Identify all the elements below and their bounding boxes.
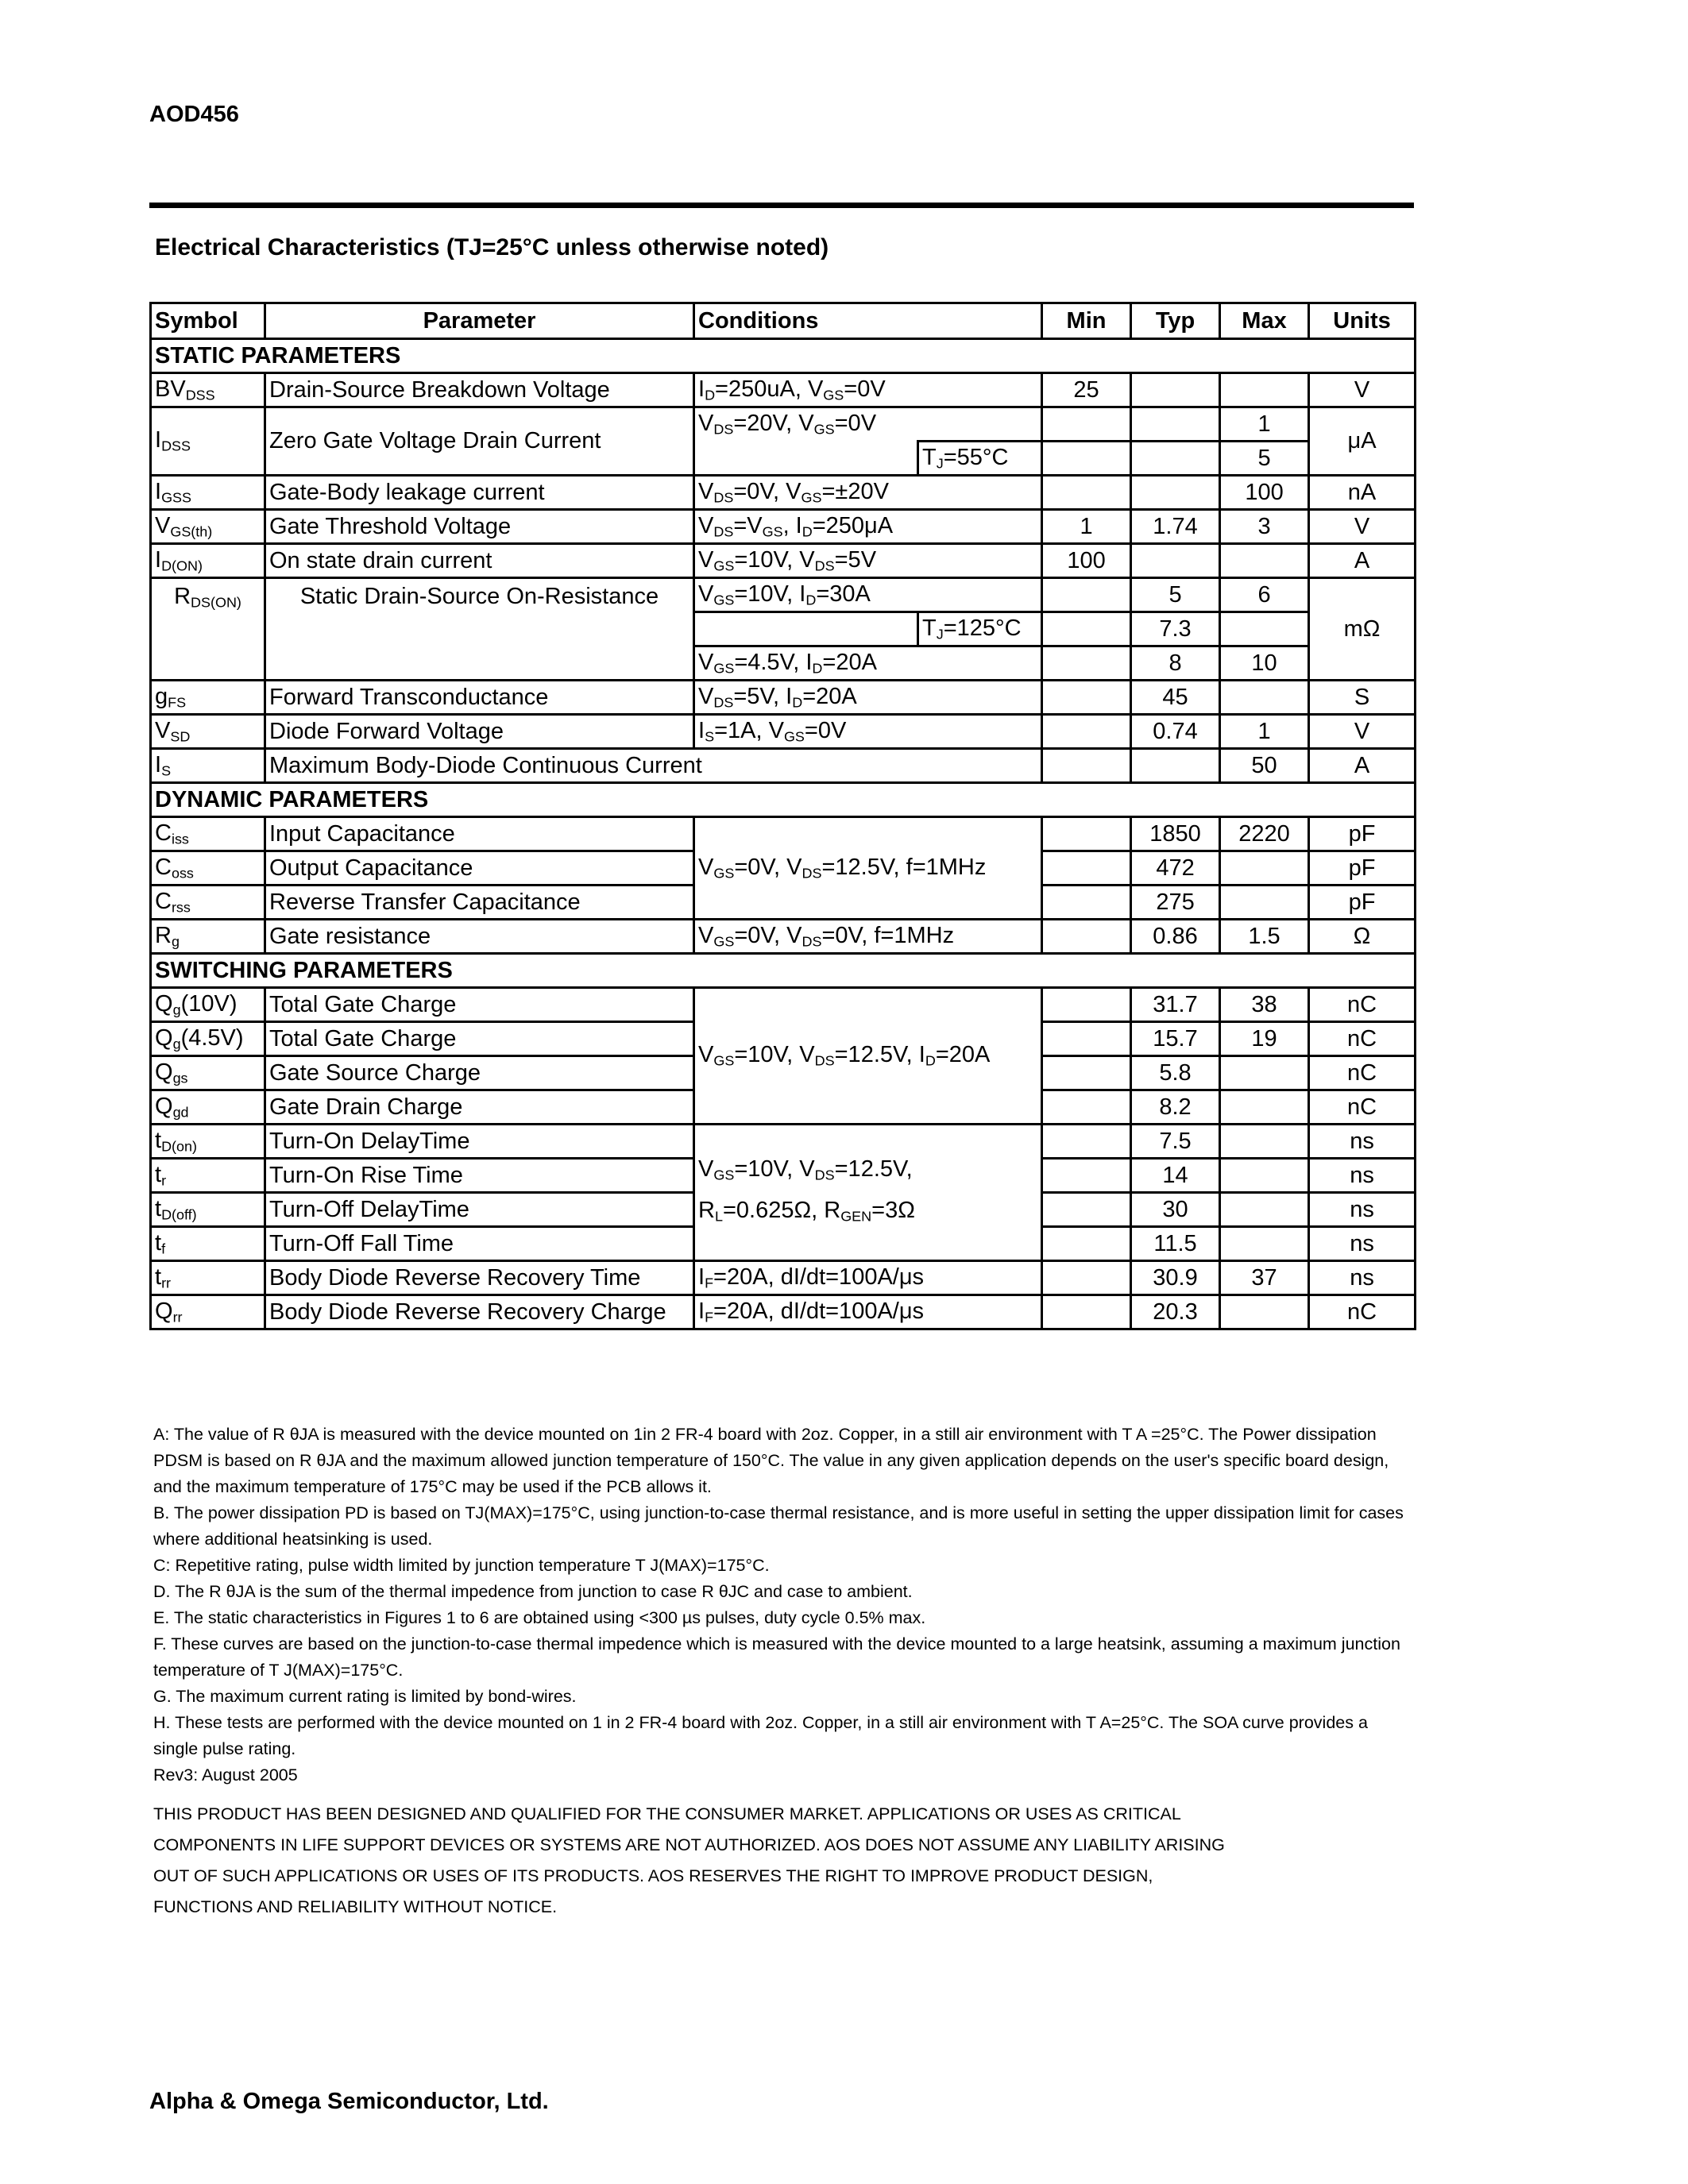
typ-cell: 472 xyxy=(1131,851,1220,886)
disclaimer-line: OUT OF SUCH APPLICATIONS OR USES OF ITS PRODUCTS. AOS RESERVES THE RIGHT TO IMPROVE PRODUCT DESIGN, xyxy=(153,1866,1153,1885)
conditions-cell xyxy=(694,442,918,476)
table-row xyxy=(151,817,1416,851)
typ-cell: 30 xyxy=(1131,1193,1220,1227)
max-cell: 1 xyxy=(1220,407,1309,442)
symbol-cell: $I_{DSS}$ xyxy=(151,407,265,476)
units-cell: nC xyxy=(1309,1090,1416,1125)
section-dynamic: DYNAMIC PARAMETERS xyxy=(151,783,1416,817)
typ-cell xyxy=(1131,373,1220,407)
units-cell: pF xyxy=(1309,817,1416,851)
note-c: C: Repetitive rating, pulse width limited by junction temperature T J(MAX)=175°C. xyxy=(153,1556,770,1575)
max-cell xyxy=(1220,1056,1309,1090)
parameter-cell: Total Gate Charge xyxy=(265,1022,694,1056)
conditions-cell: $V_{DS}=20V$, $V_{GS}=0V$ xyxy=(694,407,1042,442)
units-cell: V xyxy=(1309,715,1416,749)
symbol-cell: $I_S$ xyxy=(151,749,265,783)
typ-cell: 8.2 xyxy=(1131,1090,1220,1125)
symbol-cell: $BV_{DSS}$ xyxy=(151,373,265,407)
typ-cell xyxy=(1131,407,1220,442)
max-cell: 2220 xyxy=(1220,817,1309,851)
conditions-cell: $V_{GS}=10V$, $V_{DS}=5V$ xyxy=(694,544,1042,578)
symbol-cell: $Q_g(4.5V)$ xyxy=(151,1022,265,1056)
max-cell: 1 xyxy=(1220,715,1309,749)
table-header-row xyxy=(151,303,1416,339)
typ-cell: 5 xyxy=(1131,578,1220,612)
symbol-cell: $t_r$ xyxy=(151,1159,265,1193)
col-conditions: Conditions xyxy=(694,303,1042,339)
revision: Rev3: August 2005 xyxy=(153,1765,298,1785)
conditions-cell: $V_{GS}=10V$, $V_{DS}=12.5V$, $I_D=20A$ xyxy=(694,988,1042,1125)
max-cell xyxy=(1220,681,1309,715)
units-cell: nC xyxy=(1309,1295,1416,1329)
min-cell xyxy=(1042,1056,1131,1090)
typ-cell: 20.3 xyxy=(1131,1295,1220,1329)
units-cell: nC xyxy=(1309,988,1416,1022)
units-cell: A xyxy=(1309,749,1416,783)
symbol-cell: $I_{GSS}$ xyxy=(151,476,265,510)
max-cell xyxy=(1220,886,1309,920)
min-cell xyxy=(1042,749,1131,783)
parameter-cell: Gate Drain Charge xyxy=(265,1090,694,1125)
max-cell xyxy=(1220,851,1309,886)
max-cell xyxy=(1220,544,1309,578)
min-cell xyxy=(1042,442,1131,476)
section-static: STATIC PARAMETERS xyxy=(151,339,1416,373)
parameter-cell: Total Gate Charge xyxy=(265,988,694,1022)
parameter-cell: Turn-Off DelayTime xyxy=(265,1193,694,1227)
table-row xyxy=(151,988,1416,1022)
col-max: Max xyxy=(1220,303,1309,339)
conditions-cell: $V_{GS}=4.5V$, $I_D=20A$ xyxy=(694,646,1042,681)
table-row xyxy=(151,510,1416,544)
typ-cell xyxy=(1131,476,1220,510)
symbol-cell: $t_{rr}$ xyxy=(151,1261,265,1295)
parameter-cell: Body Diode Reverse Recovery Time xyxy=(265,1261,694,1295)
min-cell xyxy=(1042,646,1131,681)
typ-cell: 45 xyxy=(1131,681,1220,715)
table-row xyxy=(151,1261,1416,1295)
parameter-cell: On state drain current xyxy=(265,544,694,578)
typ-cell: 30.9 xyxy=(1131,1261,1220,1295)
min-cell: 25 xyxy=(1042,373,1131,407)
symbol-cell: $t_{D(off)}$ xyxy=(151,1193,265,1227)
conditions-cell: $V_{DS}=0V$, $V_{GS}=\pm 20V$ xyxy=(694,476,1042,510)
typ-cell xyxy=(1131,544,1220,578)
min-cell xyxy=(1042,681,1131,715)
symbol-cell: $I_{D(ON)}$ xyxy=(151,544,265,578)
symbol-cell: $Q_{rr}$ xyxy=(151,1295,265,1329)
conditions-cell: $I_D=250uA$, $V_{GS}=0V$ xyxy=(694,373,1042,407)
units-cell: S xyxy=(1309,681,1416,715)
typ-cell: 1.74 xyxy=(1131,510,1220,544)
conditions-cell: $V_{GS}=10V$, $I_D=30A$ xyxy=(694,578,1042,612)
table-row xyxy=(151,920,1416,954)
note-e: E. The static characteristics in Figures 1 to 6 are obtained using <300 µs pulses, duty cycle 0.5% max. xyxy=(153,1608,926,1627)
note-g: G. The maximum current rating is limited by bond-wires. xyxy=(153,1687,577,1706)
parameter-cell: Maximum Body-Diode Continuous Current xyxy=(265,749,1042,783)
min-cell xyxy=(1042,476,1131,510)
symbol-cell: $C_{rss}$ xyxy=(151,886,265,920)
min-cell xyxy=(1042,817,1131,851)
parameter-cell: Gate resistance xyxy=(265,920,694,954)
table-row xyxy=(151,578,1416,612)
typ-cell: 31.7 xyxy=(1131,988,1220,1022)
max-cell: 19 xyxy=(1220,1022,1309,1056)
min-cell: 1 xyxy=(1042,510,1131,544)
min-cell xyxy=(1042,851,1131,886)
min-cell xyxy=(1042,1227,1131,1261)
col-typ: Typ xyxy=(1131,303,1220,339)
typ-cell: 0.74 xyxy=(1131,715,1220,749)
typ-cell: 5.8 xyxy=(1131,1056,1220,1090)
typ-cell: 1850 xyxy=(1131,817,1220,851)
typ-cell: 8 xyxy=(1131,646,1220,681)
conditions-cell: $V_{GS}=0V$, $V_{DS}=0V$, f=1MHz xyxy=(694,920,1042,954)
temperature-condition-cell: $T_J=55^\circ C$ xyxy=(918,442,1042,476)
typ-cell xyxy=(1131,749,1220,783)
disclaimer xyxy=(153,1799,1416,1923)
footnotes xyxy=(153,1422,1416,1788)
units-cell: ns xyxy=(1309,1125,1416,1159)
parameter-cell: Turn-Off Fall Time xyxy=(265,1227,694,1261)
table-row xyxy=(151,681,1416,715)
typ-cell xyxy=(1131,442,1220,476)
disclaimer-line: THIS PRODUCT HAS BEEN DESIGNED AND QUALIFIED FOR THE CONSUMER MARKET. APPLICATIONS OR USES AS CRITICAL xyxy=(153,1804,1181,1823)
symbol-cell: $V_{SD}$ xyxy=(151,715,265,749)
table-row xyxy=(151,749,1416,783)
min-cell xyxy=(1042,920,1131,954)
units-cell: ns xyxy=(1309,1261,1416,1295)
min-cell xyxy=(1042,612,1131,646)
symbol-cell: $R_g$ xyxy=(151,920,265,954)
note-a: A: The value of R θJA is measured with the device mounted on 1in 2 FR-4 board with 2oz. Copper, in a still air environment with T A =25°C. The Power dissipation PDSM is based on R θJA and the maximum allowed junction temperature of 150°C. The value in any given application depends on the user's specific board design, and the maximum temperature of 175°C may be used if the PCB allows it. xyxy=(153,1425,1389,1496)
typ-cell: 7.5 xyxy=(1131,1125,1220,1159)
parameter-cell: Input Capacitance xyxy=(265,817,694,851)
col-min: Min xyxy=(1042,303,1131,339)
units-cell: nC xyxy=(1309,1056,1416,1090)
min-cell xyxy=(1042,1022,1131,1056)
units-cell: Ω xyxy=(1309,920,1416,954)
max-cell: 6 xyxy=(1220,578,1309,612)
units-cell: ns xyxy=(1309,1193,1416,1227)
min-cell xyxy=(1042,988,1131,1022)
units-cell: mΩ xyxy=(1309,578,1416,681)
parameter-cell: Gate Source Charge xyxy=(265,1056,694,1090)
conditions-cell: $V_{DS}=V_{GS}$, $I_D=250\mu A$ xyxy=(694,510,1042,544)
parameter-cell: Gate Threshold Voltage xyxy=(265,510,694,544)
symbol-cell: $R_{DS(ON)}$ xyxy=(151,578,265,681)
table-row xyxy=(151,544,1416,578)
section-title: Electrical Characteristics (TJ=25°C unless otherwise noted) xyxy=(155,234,829,260)
parameter-cell: Static Drain-Source On-Resistance xyxy=(265,578,694,681)
typ-cell: 7.3 xyxy=(1131,612,1220,646)
max-cell xyxy=(1220,1227,1309,1261)
table-row xyxy=(151,373,1416,407)
conditions-cell: $V_{DS}=5V$, $I_D=20A$ xyxy=(694,681,1042,715)
note-f: F. These curves are based on the junction-to-case thermal impedence which is measured with the device mounted to a large heatsink, assuming a maximum junction temperature of T J(MAX)=175°C. xyxy=(153,1634,1400,1680)
max-cell: 3 xyxy=(1220,510,1309,544)
table-row xyxy=(151,407,1416,442)
conditions-cell: $I_S=1A$, $V_{GS}=0V$ xyxy=(694,715,1042,749)
max-cell: 38 xyxy=(1220,988,1309,1022)
col-parameter: Parameter xyxy=(265,303,694,339)
symbol-cell: $Q_{gs}$ xyxy=(151,1056,265,1090)
symbol-cell: $g_{FS}$ xyxy=(151,681,265,715)
section-switching: SWITCHING PARAMETERS xyxy=(151,954,1416,988)
parameter-cell: Output Capacitance xyxy=(265,851,694,886)
min-cell xyxy=(1042,1125,1131,1159)
units-cell: V xyxy=(1309,510,1416,544)
table-row xyxy=(151,1295,1416,1329)
min-cell: 100 xyxy=(1042,544,1131,578)
col-units: Units xyxy=(1309,303,1416,339)
disclaimer-line: FUNCTIONS AND RELIABILITY WITHOUT NOTICE. xyxy=(153,1897,558,1916)
min-cell xyxy=(1042,1090,1131,1125)
symbol-cell: $t_{D(on)}$ xyxy=(151,1125,265,1159)
min-cell xyxy=(1042,1295,1131,1329)
electrical-characteristics-table xyxy=(149,302,1416,1330)
min-cell xyxy=(1042,578,1131,612)
company-footer: Alpha & Omega Semiconductor, Ltd. xyxy=(149,2089,549,2114)
max-cell: 5 xyxy=(1220,442,1309,476)
typ-cell: 11.5 xyxy=(1131,1227,1220,1261)
units-cell: pF xyxy=(1309,886,1416,920)
parameter-cell: Turn-On DelayTime xyxy=(265,1125,694,1159)
typ-cell: 15.7 xyxy=(1131,1022,1220,1056)
temperature-condition-cell: $T_J=125^\circ C$ xyxy=(918,612,1042,646)
units-cell: ns xyxy=(1309,1227,1416,1261)
table-row xyxy=(151,1125,1416,1159)
conditions-cell xyxy=(694,612,918,646)
symbol-cell: $t_f$ xyxy=(151,1227,265,1261)
parameter-cell: Forward Transconductance xyxy=(265,681,694,715)
parameter-cell: Drain-Source Breakdown Voltage xyxy=(265,373,694,407)
min-cell xyxy=(1042,1159,1131,1193)
header-rule xyxy=(149,203,1414,208)
units-cell: μA xyxy=(1309,407,1416,476)
conditions-cell: $V_{GS}=0V$, $V_{DS}=12.5V$, f=1MHz xyxy=(694,817,1042,920)
parameter-cell: Gate-Body leakage current xyxy=(265,476,694,510)
max-cell: 37 xyxy=(1220,1261,1309,1295)
note-h: H. These tests are performed with the device mounted on 1 in 2 FR-4 board with 2oz. Copper, in a still air environment with T A=25°C. The SOA curve provides a single pulse rating. xyxy=(153,1713,1368,1758)
min-cell xyxy=(1042,886,1131,920)
max-cell xyxy=(1220,612,1309,646)
parameter-cell: Diode Forward Voltage xyxy=(265,715,694,749)
disclaimer-line: COMPONENTS IN LIFE SUPPORT DEVICES OR SYSTEMS ARE NOT AUTHORIZED. AOS DOES NOT ASSUME ANY LIABILITY ARISING xyxy=(153,1835,1225,1854)
typ-cell: 0.86 xyxy=(1131,920,1220,954)
max-cell xyxy=(1220,1159,1309,1193)
max-cell xyxy=(1220,1125,1309,1159)
units-cell: nC xyxy=(1309,1022,1416,1056)
symbol-cell: $Q_g(10V)$ xyxy=(151,988,265,1022)
table-row xyxy=(151,715,1416,749)
max-cell xyxy=(1220,373,1309,407)
typ-cell: 14 xyxy=(1131,1159,1220,1193)
max-cell xyxy=(1220,1295,1309,1329)
units-cell: A xyxy=(1309,544,1416,578)
note-d: D. The R θJA is the sum of the thermal impedence from junction to case R θJC and case to ambient. xyxy=(153,1582,913,1601)
conditions-cell: $I_F=20A$, dI/dt=100A/μs xyxy=(694,1295,1042,1329)
units-cell: ns xyxy=(1309,1159,1416,1193)
parameter-cell: Body Diode Reverse Recovery Charge xyxy=(265,1295,694,1329)
col-symbol: Symbol xyxy=(151,303,265,339)
table-row xyxy=(151,476,1416,510)
max-cell: 100 xyxy=(1220,476,1309,510)
symbol-cell: $C_{oss}$ xyxy=(151,851,265,886)
parameter-cell: Zero Gate Voltage Drain Current xyxy=(265,407,694,476)
max-cell: 1.5 xyxy=(1220,920,1309,954)
max-cell xyxy=(1220,1090,1309,1125)
conditions-cell: $V_{GS}=10V$, $V_{DS}=12.5V$, $R_L=0.625\Omega$, $R_{GEN}=3\Omega$ xyxy=(694,1125,1042,1261)
max-cell: 50 xyxy=(1220,749,1309,783)
parameter-cell: Turn-On Rise Time xyxy=(265,1159,694,1193)
part-number: AOD456 xyxy=(149,102,239,127)
typ-cell: 275 xyxy=(1131,886,1220,920)
units-cell: pF xyxy=(1309,851,1416,886)
min-cell xyxy=(1042,715,1131,749)
max-cell xyxy=(1220,1193,1309,1227)
symbol-cell: $V_{GS(th)}$ xyxy=(151,510,265,544)
units-cell: nA xyxy=(1309,476,1416,510)
note-b: B. The power dissipation PD is based on TJ(MAX)=175°C, using junction-to-case thermal resistance, and is more useful in setting the upper dissipation limit for cases where additional heatsinking is used. xyxy=(153,1503,1404,1549)
symbol-cell: $C_{iss}$ xyxy=(151,817,265,851)
symbol-cell: $Q_{gd}$ xyxy=(151,1090,265,1125)
min-cell xyxy=(1042,407,1131,442)
parameter-cell: Reverse Transfer Capacitance xyxy=(265,886,694,920)
min-cell xyxy=(1042,1261,1131,1295)
max-cell: 10 xyxy=(1220,646,1309,681)
min-cell xyxy=(1042,1193,1131,1227)
units-cell: V xyxy=(1309,373,1416,407)
conditions-cell: $I_F=20A$, dI/dt=100A/μs xyxy=(694,1261,1042,1295)
